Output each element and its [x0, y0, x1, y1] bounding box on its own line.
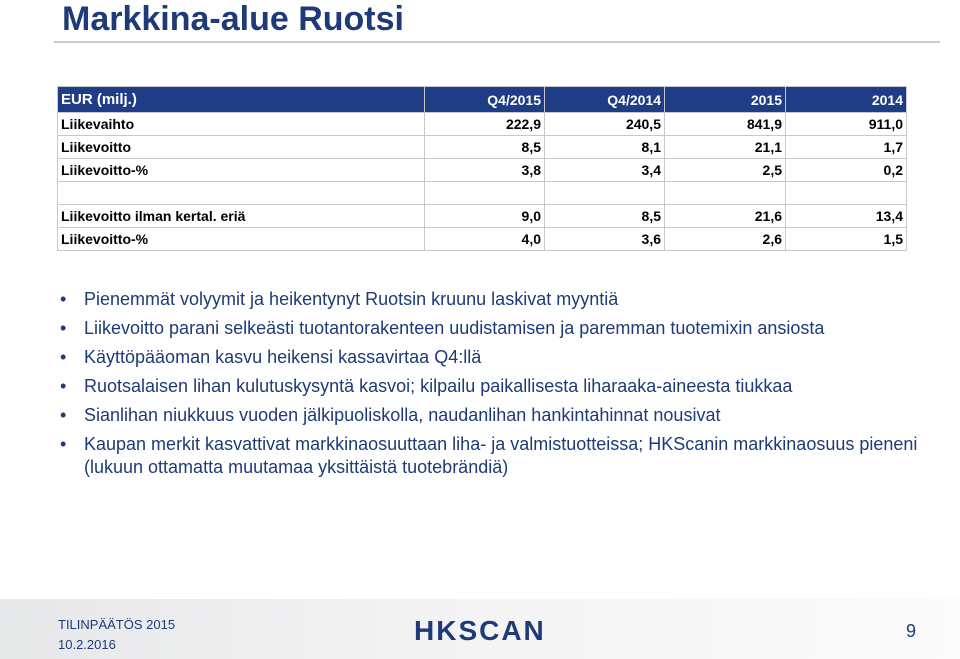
row-label: Liikevoitto ilman kertal. eriä	[58, 205, 425, 228]
table-cell: 3,6	[545, 228, 665, 251]
column-header: 2014	[786, 87, 907, 113]
hkscan-logo: HKSCAN	[414, 615, 546, 646]
bullet-item: • Ruotsalaisen lihan kulutuskysyntä kasvoi; kilpailu paikallisesta liharaaka-aineesta tiukkaa	[60, 375, 940, 398]
table-cell	[786, 182, 907, 205]
column-header: EUR (milj.)	[58, 87, 425, 113]
row-label: Liikevoitto-%	[58, 159, 425, 182]
table-row-empty	[58, 182, 907, 205]
row-label: Liikevoitto-%	[58, 228, 425, 251]
table-cell: 2,5	[665, 159, 786, 182]
table-row	[58, 136, 907, 159]
table-cell: 8,5	[425, 136, 545, 159]
table-cell: 0,2	[786, 159, 907, 182]
table-row	[58, 205, 907, 228]
report-date: 10.2.2016	[58, 637, 116, 652]
column-header: Q4/2014	[545, 87, 665, 113]
bullet-list	[60, 288, 940, 485]
slide-footer	[0, 599, 960, 659]
table-cell	[58, 182, 425, 205]
footer-meta	[58, 615, 175, 655]
table-cell: 21,6	[665, 205, 786, 228]
bullet-item: • Pienemmät volyymit ja heikentynyt Ruotsin kruunu laskivat myyntiä	[60, 288, 940, 311]
table-cell: 8,1	[545, 136, 665, 159]
column-header: Q4/2015	[425, 87, 545, 113]
table-cell: 3,4	[545, 159, 665, 182]
table-cell: 21,1	[665, 136, 786, 159]
bullet-item: • Sianlihan niukkuus vuoden jälkipuoliskolla, naudanlihan hankintahinnat nousivat	[60, 404, 940, 427]
table-cell: 13,4	[786, 205, 907, 228]
table-header-row	[58, 87, 907, 113]
bullet-item: • Kaupan merkit kasvattivat markkinaosuuttaan liha- ja valmistuotteissa; HKScanin markkinaosuus pieneni (lukuun ottamatta muutamaa yksittäistä tuotebrändiä)	[60, 433, 940, 479]
table-row	[58, 228, 907, 251]
table-cell: 240,5	[545, 113, 665, 136]
bullet-item: • Liikevoitto parani selkeästi tuotantorakenteen uudistamisen ja paremman tuotemixin ansiosta	[60, 317, 940, 340]
table-cell: 4,0	[425, 228, 545, 251]
table-cell: 3,8	[425, 159, 545, 182]
table-cell: 911,0	[786, 113, 907, 136]
table-cell: 2,6	[665, 228, 786, 251]
page-number: 9	[905, 621, 916, 641]
table-row	[58, 159, 907, 182]
table-cell: 8,5	[545, 205, 665, 228]
table-cell	[665, 182, 786, 205]
table-cell: 9,0	[425, 205, 545, 228]
table-cell: 841,9	[665, 113, 786, 136]
table-cell	[545, 182, 665, 205]
column-header: 2015	[665, 87, 786, 113]
table-cell: 1,5	[786, 228, 907, 251]
table-cell: 222,9	[425, 113, 545, 136]
title-divider	[54, 41, 940, 43]
bullet-item: • Käyttöpääoman kasvu heikensi kassavirtaa Q4:llä	[60, 346, 940, 369]
row-label: Liikevoitto	[58, 136, 425, 159]
table-cell: 1,7	[786, 136, 907, 159]
slide-title: Markkina-alue Ruotsi	[62, 0, 404, 38]
table-cell	[425, 182, 545, 205]
financials-table	[57, 86, 907, 251]
table-row	[58, 113, 907, 136]
row-label: Liikevaihto	[58, 113, 425, 136]
report-name: TILINPÄÄTÖS 2015	[58, 617, 176, 632]
